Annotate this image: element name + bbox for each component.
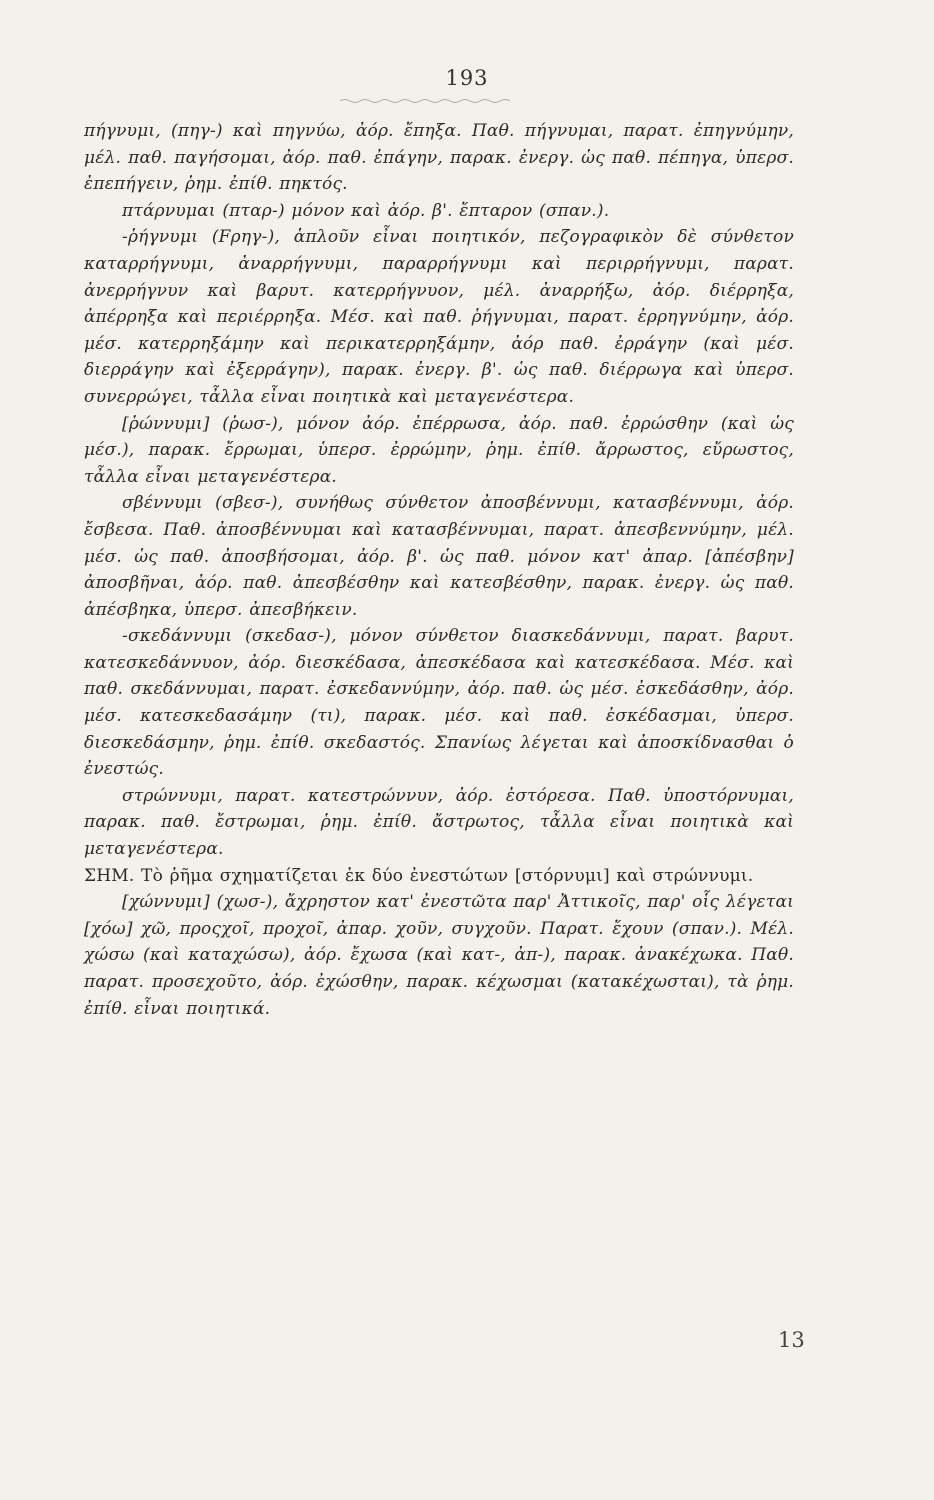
printer-signature: 13 [778,1328,805,1352]
page-body [84,118,794,1022]
entry-stronnymi: στρώννυμι, παρατ. κατεστρώννυν, ἀόρ. ἐστόρεσα. Παθ. ὑποστόρνυμαι, παρακ. παθ. ἔστρωμαι, ῥημ. ἐπίθ. ἄστρωτος, τἆλλα εἶναι ποιητικὰ καὶ μεταγενέστερα. [84,785,794,860]
entry-ptarnymai: πτάρνυμαι (πταρ-) μόνον καὶ ἀόρ. β'. ἔπταρον (σπαν.). [122,200,610,221]
entry-skedannymi: -σκεδάννυμι (σκεδασ-), μόνον σύνθετον διασκεδάννυμι, παρατ. βαρυτ. κατεσκεδάννυον, ἀόρ. διεσκέδασα, ἀπεσκέδασα καὶ κατεσκέδασα. Μέσ. καὶ παθ. σκεδάννυμαι, παρατ. ἐσκεδαννύμην, ἀόρ. παθ. ὡς μέσ. ἐσκεδάσθην, ἀόρ. μέσ. κατεσκεδασάμην (τι), παρακ. μέσ. καὶ παθ. ἐσκέδασμαι, ὑπερσ. διεσκεδάσμην, ῥημ. ἐπίθ. σκεδαστός. Σπανίως λέγεται καὶ ἀποσκίδνασθαι ὁ ἐνεστώς. [84,626,794,780]
entry-pegnymi: πήγνυμι, (πηγ-) καὶ πηγνύω, ἀόρ. ἔπηξα. Παθ. πήγνυμαι, παρατ. ἐπηγνύμην, μέλ. παθ. παγήσομαι, ἀόρ. παθ. ἐπάγην, παρακ. ἐνεργ. ὡς παθ. πέπηγα, ὑπερσ. ἐπεπήγειν, ῥημ. ἐπίθ. πηκτός. [84,121,794,195]
note-stronnymi: ΣΗΜ. Τὸ ῥῆμα σχηματίζεται ἐκ δύο ἐνεστώτων [στόρνυμι] καὶ στρώννυμι. [84,865,754,886]
entry-chonnymi: [χώννυμι] (χωσ-), ἄχρηστον κατ' ἐνεστῶτα παρ' Ἀττικοῖς, παρ' οἷς λέγεται [χόω] χῶ, προςχοῖ, προχοῖ, ἀπαρ. χοῦν, συγχοῦν. Παρατ. ἔχουν (σπαν.). Μέλ. χώσω (καὶ καταχώσω), ἀόρ. ἔχωσα (καὶ κατ-, ἀπ-), παρακ. ἀνακέχωκα. Παθ. παρατ. προσεχοῦτο, ἀόρ. ἐχώσθην, παρακ. κέχωσμαι (κατακέχωσται), τὰ ῥημ. ἐπίθ. εἶναι ποιητικά. [84,892,794,1019]
entry-regnymi: -ῥήγνυμι (Fρηγ-), ἁπλοῦν εἶναι ποιητικόν, πεζογραφικὸν δὲ σύνθετον καταρρήγνυμι, ἀναρρήγνυμι, παραρρήγνυμι καὶ περιρρήγνυμι, παρατ. ἀνερρήγνυν καὶ βαρυτ. κατερρήγνυον, μέλ. ἀναρρήξω, ἀόρ. διέρρηξα, ἀπέρρηξα καὶ περιέρρηξα. Μέσ. καὶ παθ. ῥήγνυμαι, παρατ. ἐρρηγνύμην, ἀόρ. μέσ. κατερρηξάμην καὶ περικατερρηξάμην, ἀόρ παθ. ἐρράγην (καὶ μέσ. διερράγην καὶ ἐξερράγην), παρακ. ἐνεργ. β'. ὡς παθ. διέρρωγα καὶ ὑπερσ. συνερρώγει, τἆλλα εἶναι ποιητικὰ καὶ μεταγενέστερα. [84,227,794,407]
page-number: 193 [445,66,489,90]
header-ornament [340,98,510,104]
entry-rhonnymi: [ῥώννυμι] (ῥωσ-), μόνον ἀόρ. ἐπέρρωσα, ἀόρ. παθ. ἐρρώσθην (καὶ ὡς μέσ.), παρακ. ἔρρωμαι, ὑπερσ. ἐρρώμην, ῥημ. ἐπίθ. ἄρρωστος, εὔρωστος, τἆλλα εἶναι μεταγενέστερα. [84,413,794,487]
entry-sbennymi: σβέννυμι (σβεσ-), συνήθως σύνθετον ἀποσβέννυμι, κατασβέννυμι, ἀόρ. ἔσβεσα. Παθ. ἀποσβέννυμαι καὶ κατασβέννυμαι, παρατ. ἀπεσβεννύμην, μέλ. μέσ. ὡς παθ. ἀποσβήσομαι, ἀόρ. β'. ὡς παθ. μόνον κατ' ἀπαρ. [ἀπέσβην] ἀποσβῆναι, ἀόρ. παθ. ἀπεσβέσθην καὶ κατεσβέσθην, παρακ. ἐνεργ. ὡς παθ. ἀπέσβηκα, ὑπερσ. ἀπεσβήκειν. [84,493,794,620]
